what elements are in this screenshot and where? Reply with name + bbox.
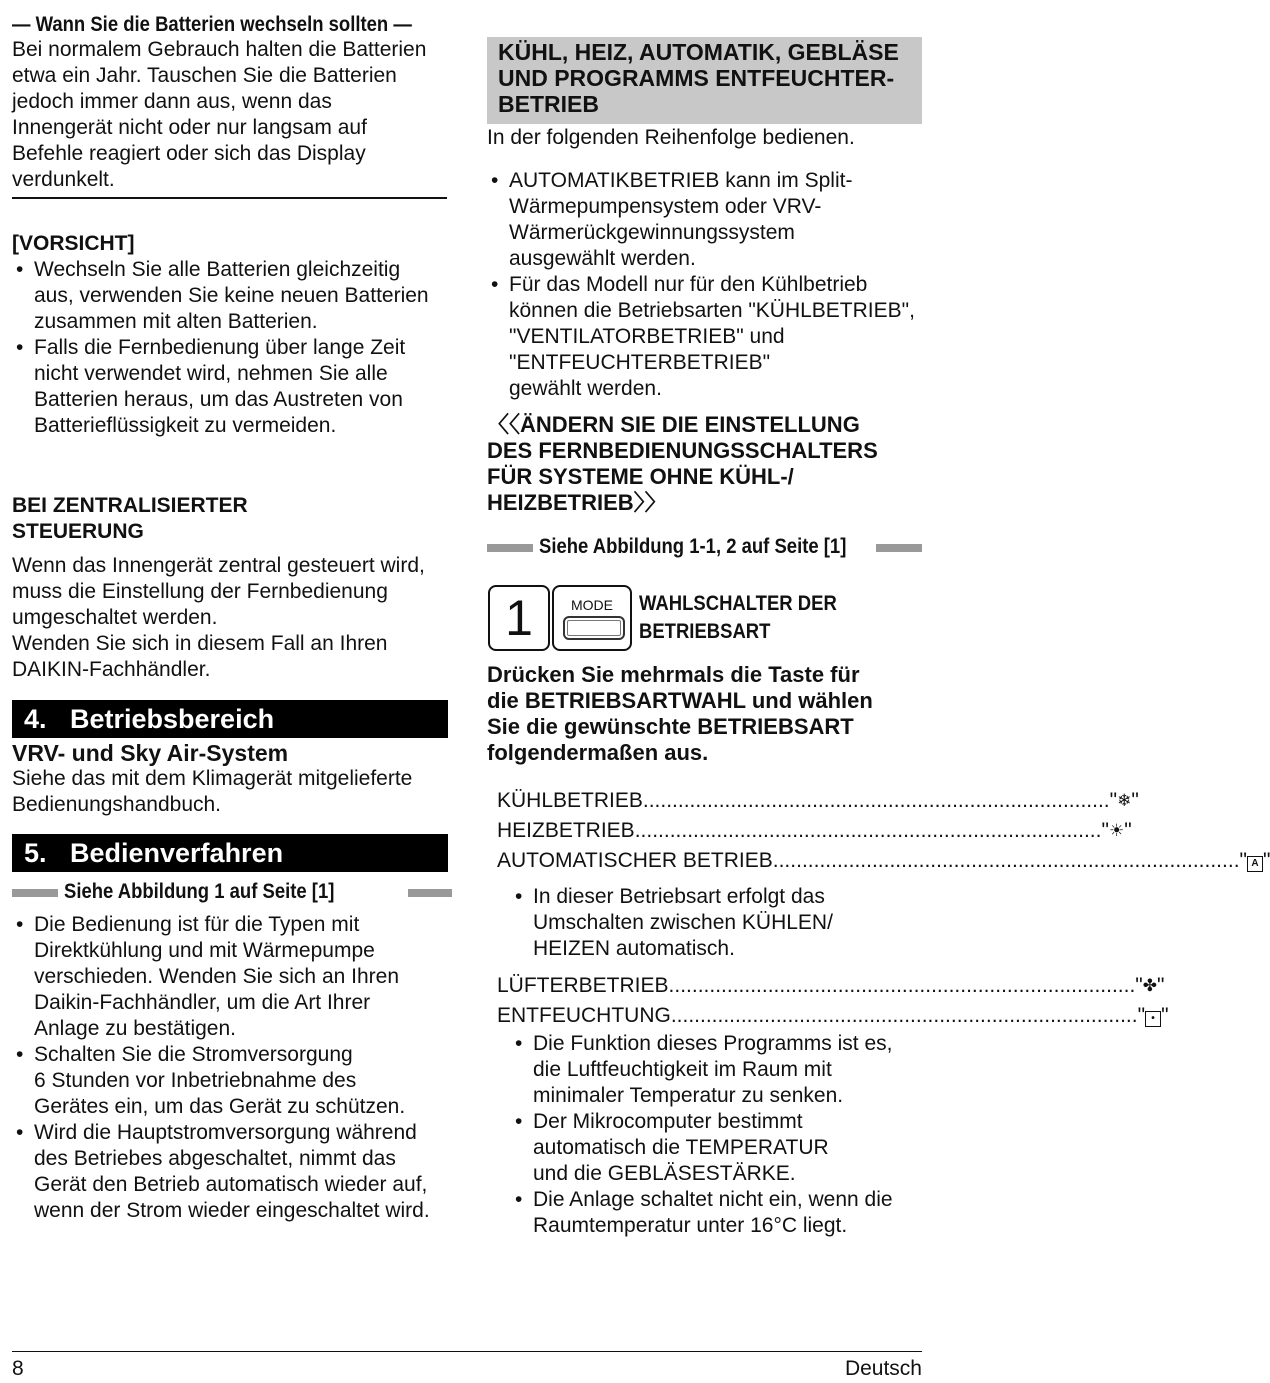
page-number: 8 [12,1357,24,1380]
text-line: Gerät den Betrieb automatisch wieder auf, [34,1173,428,1196]
list-item [511,1109,893,1187]
text-line: Anlage zu bestätigen. [34,1017,236,1040]
text-line: zusammen mit alten Batterien. [34,310,318,333]
text-line: KÜHL, HEIZ, AUTOMATIK, GEBLÄSE [498,39,899,65]
text-line: die BETRIEBSARTWAHL und wählen [487,688,873,713]
mode-item [487,788,1139,814]
text-line: Daikin-Fachhändler, um die Art Ihrer [34,991,371,1014]
mode-key-label: MODE [571,597,613,613]
list-item [511,1187,893,1239]
text-line: STEUERUNG [12,520,144,543]
sun-icon: ☀ [1108,821,1125,840]
dry-mode-icon: • [1145,1003,1161,1029]
quote: " [1239,849,1247,872]
mode-section-heading [487,37,922,124]
list-item [12,1042,430,1120]
decor-bar [487,544,533,552]
text-line: Siehe das mit dem Klimagerät mitgelieferte [12,767,413,790]
snowflake-icon: ❄ [1117,791,1132,810]
text-line: Gerätes ein, um das Gerät zu schützen. [34,1095,406,1118]
text-line: aus, verwenden Sie keine neuen Batterien [34,284,429,307]
section-5-heading [12,834,448,872]
instruction-text [487,662,873,766]
quote: " [1263,849,1270,872]
text-line: umgeschaltet werden. [12,606,218,629]
text-line: Raumtemperatur unter 16°C liegt. [533,1214,848,1237]
text-line: Batterieflüssigkeit zu vermeiden. [34,414,337,437]
text-line: Sie die gewünschte BETRIEBSART [487,714,854,739]
text-line: muss die Einstellung der Fernbedienung [12,580,388,603]
text-line: 6 Stunden vor Inbetriebnahme des [34,1069,357,1092]
text-line: können die Betriebsarten "KÜHLBETRIEB", [509,299,915,322]
text-line: die Luftfeuchtigkeit im Raum mit [533,1058,832,1081]
text-line: etwa ein Jahr. Tauschen Sie die Batterien [12,64,397,87]
fan-icon: ✤ [1142,976,1158,995]
quote: " [1161,1004,1169,1027]
text-line: Umschalten zwischen KÜHLEN/ [533,911,833,934]
dry-notes [511,1031,893,1239]
procedure-list [12,912,430,1224]
text-line: verschieden. Wenden Sie sich an Ihren [34,965,399,988]
central-text [12,553,425,683]
mode-label: ENTFEUCHTUNG [497,1004,671,1027]
mode-label: HEIZBETRIEB [497,819,635,842]
text-line: HEIZBETRIEB〉〉 [487,490,667,515]
text-line: • Die Bedienung ist für die Typen mit [34,913,360,936]
battery-heading: — Wann Sie die Batterien wechseln sollten — [12,13,412,36]
text-line: nicht verwendet wird, nehmen Sie alle [34,362,388,385]
text-line: jedoch immer dann aus, wenn das [12,90,332,113]
list-item [511,1031,893,1109]
text-line: Direktkühlung und mit Wärmepumpe [34,939,375,962]
text-line: "VENTILATORBETRIEB" und [509,325,785,348]
quote: " [1137,1004,1146,1027]
footer-language: Deutsch [844,1357,922,1380]
text-line: • Wird die Hauptstromversorgung während [34,1121,417,1144]
text-line: • Wechseln Sie alle Batterien gleichzeitig [34,258,401,281]
text-line: minimaler Temperatur zu senken. [533,1084,844,1107]
vrv-text [12,766,412,818]
step-title: WAHLSCHALTER DER BETRIEBSART [639,592,837,643]
divider [12,197,447,199]
list-item [487,168,915,272]
text-line: wenn der Strom wieder eingeschaltet wird. [34,1199,430,1222]
auto-note [511,884,833,962]
figure-reference: Siehe Abbildung 1-1, 2 auf Seite [1] [487,535,922,559]
section-number: 4. [24,704,47,734]
mode-label: LÜFTERBETRIEB [497,974,669,997]
mode-item [487,818,1132,844]
text-line: ausgewählt werden. [509,247,696,270]
text-line: HEIZEN automatisch. [533,937,735,960]
list-item [12,335,429,439]
text-line: Batterien heraus, um das Austreten von [34,388,403,411]
text-line: • Für das Modell nur für den Kühlbetrieb [509,273,868,296]
auto-mode-icon: A [1247,848,1263,874]
text-line: folgendermaßen aus. [487,740,709,765]
quote: " [1109,789,1118,812]
caution-heading: [VORSICHT] [12,232,135,255]
quote: " [1124,819,1132,842]
button-shape-icon [563,616,625,640]
central-heading [12,493,248,545]
text-line: • Die Funktion dieses Programms ist es, [533,1032,893,1055]
figure-reference: Siehe Abbildung 1 auf Seite [1] [12,880,442,904]
battery-text [12,37,426,193]
info-list [487,168,915,402]
text-line: • AUTOMATIKBETRIEB kann im Split- [509,169,853,192]
list-item [487,272,915,402]
list-item [12,912,430,1042]
footer-rule [12,1351,922,1352]
text-line: BETRIEB [498,91,599,117]
mode-label: KÜHLBETRIEB [497,789,643,812]
dot-leader: ................................................................................ [642,789,1110,812]
text-line: Befehle reagiert oder sich das Display [12,142,366,165]
mode-item [487,973,1165,999]
quote: " [1135,974,1143,997]
text-line: • Der Mikrocomputer bestimmt [533,1110,803,1133]
text-line: Bei normalem Gebrauch halten die Batterien [12,38,427,61]
decor-bar [12,889,58,897]
quote: " [1101,819,1109,842]
text-line: und die GEBLÄSESTÄRKE. [533,1162,796,1185]
text-line: Wenden Sie sich in diesem Fall an Ihren [12,632,388,655]
dot-leader: ................................................................................ [668,974,1136,997]
text-line: 〈〈ÄNDERN SIE DIE EINSTELLUNG [487,412,860,437]
mode-item [487,1003,1169,1029]
list-item [12,257,429,335]
text-line: Wärmerückgewinnungssystem [509,221,795,244]
text-line: Drücken Sie mehrmals die Taste für [487,662,860,687]
change-setting-heading [487,412,878,516]
text-line: Wärmepumpensystem oder VRV- [509,195,822,218]
list-item [12,1120,430,1224]
quote: " [1157,974,1165,997]
text-line: Bedienungshandbuch. [12,793,222,816]
quote: " [1131,789,1139,812]
text-line: automatisch die TEMPERATUR [533,1136,829,1159]
list-item [511,884,833,962]
section-4-heading [12,700,448,738]
mode-button[interactable] [552,585,632,651]
intro-text: In der folgenden Reihenfolge bedienen. [487,126,855,149]
text-line: Wenn das Innengerät zentral gesteuert wird, [12,554,425,577]
mode-label: AUTOMATISCHER BETRIEB [497,849,773,872]
section-title: Bedienverfahren [70,838,284,868]
text-line: • In dieser Betriebsart erfolgt das [533,885,825,908]
dot-leader: ................................................................................ [772,849,1240,872]
text-line: des Betriebes abgeschaltet, nimmt das [34,1147,396,1170]
text-line: • Die Anlage schaltet nicht ein, wenn die [533,1188,893,1211]
text-line: "ENTFEUCHTERBETRIEB" [509,351,771,374]
vrv-heading: VRV- und Sky Air-System [12,740,289,766]
decor-bar [408,889,452,897]
step-number-badge: 1 [488,585,550,651]
decor-bar [876,544,922,552]
mode-item [487,848,1270,874]
text-line: Innengerät nicht oder nur langsam auf [12,116,367,139]
text-line: • Schalten Sie die Stromversorgung [34,1043,353,1066]
text-line: DES FERNBEDIENUNGSSCHALTERS [487,438,878,463]
text-line: FÜR SYSTEME OHNE KÜHL-/ [487,464,794,489]
section-number: 5. [24,838,47,868]
section-title: Betriebsbereich [70,704,275,734]
dot-leader: ................................................................................ [634,819,1102,842]
text-line: UND PROGRAMMS ENTFEUCHTER- [498,65,895,91]
text-line: DAIKIN-Fachhändler. [12,658,211,681]
text-line: verdunkelt. [12,168,115,191]
dot-leader: ................................................................................ [670,1004,1138,1027]
text-line: gewählt werden. [509,377,662,400]
caution-list [12,257,429,439]
text-line: BEI ZENTRALISIERTER [12,494,248,517]
text-line: • Falls die Fernbedienung über lange Zeit [34,336,406,359]
